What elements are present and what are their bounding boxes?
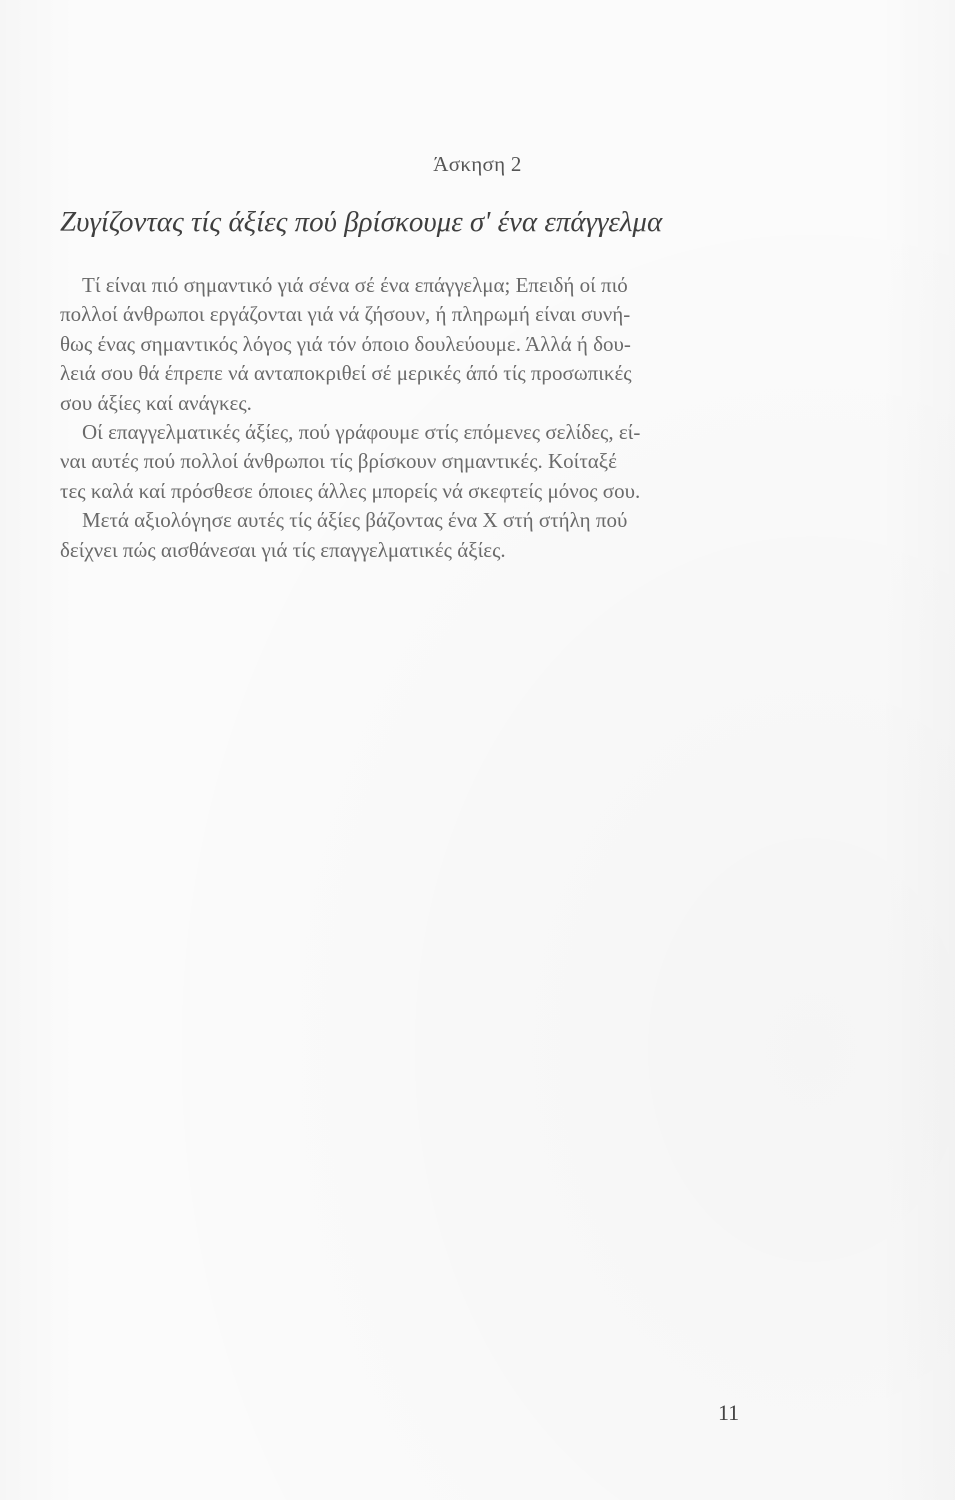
page-number: 11 — [718, 1400, 740, 1425]
paragraph-instructions — [60, 506, 770, 565]
text-line: σου άξίες καί ανάγκες. — [60, 390, 252, 415]
text-line: πολλοί άνθρωποι εργάζονται γιά νά ζήσουν, ή πληρωμή είναι συνή- — [60, 302, 631, 327]
text-line: θως ένας σημαντικός λόγος γιά τόν όποιο δουλεύουμε. Άλλά ή δου- — [60, 331, 631, 356]
text-line: Μετά αξιολόγησε αυτές τίς άξίες βάζοντας ένα Χ στή στήλη πού — [82, 508, 628, 533]
page-title: Ζυγίζοντας τίς άξίες πού βρίσκουμε σ' ένα επάγγελμα — [60, 206, 663, 238]
body-text — [60, 271, 770, 565]
text-line: Οί επαγγελματικές άξίες, πού γράφουμε στίς επόμενες σελίδες, εί- — [82, 420, 641, 445]
paragraph-values — [60, 418, 770, 506]
text-line: δείχνει πώς αισθάνεσαι γιά τίς επαγγελματικές άξίες. — [60, 537, 506, 562]
text-line: λειά σου θά έπρεπε νά ανταποκριθεί σέ μερικές άπό τίς προσωπικές — [60, 361, 632, 386]
paragraph-intro — [60, 271, 770, 418]
text-line: τες καλά καί πρόσθεσε όποιες άλλες μπορείς νά σκεφτείς μόνος σου. — [60, 478, 641, 503]
exercise-label: Άσκηση 2 — [433, 152, 522, 176]
text-line: ναι αυτές πού πολλοί άνθρωποι τίς βρίσκουν σημαντικές. Κοίταξέ — [60, 449, 617, 474]
text-line: Τί είναι πιό σημαντικό γιά σένα σέ ένα επάγγελμα; Επειδή οί πιό — [82, 273, 628, 297]
